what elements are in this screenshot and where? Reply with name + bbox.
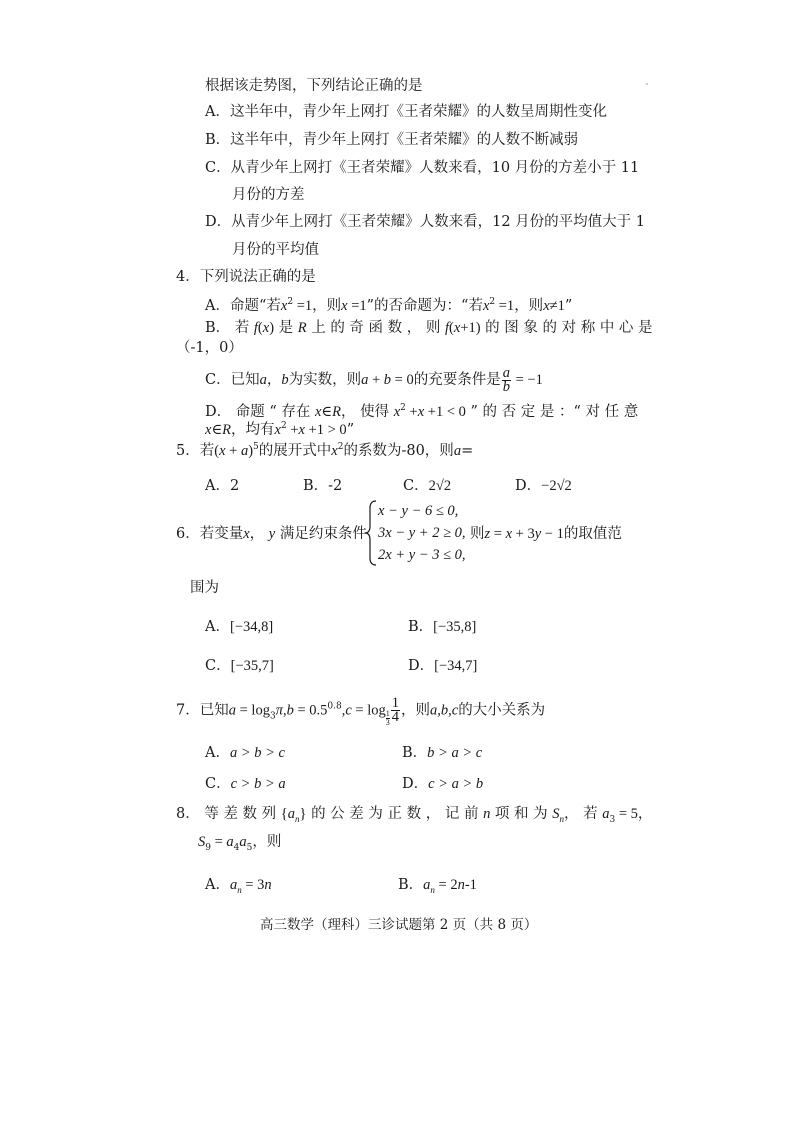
q8-option-b: B．$a_n = 2n-1$ [398,877,477,895]
q7-option-a: A．a > b > c [205,745,285,761]
q7-option-d: D．c > a > b [402,776,484,792]
q6-constraint-2: 3x − y + 2 ≥ 0, [378,525,466,541]
q7-option-b: B．b > a > c [402,745,483,761]
q6-stem-line2: 围为 [190,580,219,596]
q6-left-brace [364,500,378,566]
q6-option-b: B．[−35,8] [408,619,477,635]
q6-stem: 6．若变量x， y 满足约束条件 [176,526,367,542]
q4-option-d: D． 命题 “ 存在 x∈R， 使得 $x^2 +x +1 < 0$ ” 的 否 定 是 ：“ 对 任 意 [205,403,639,420]
q8-stem-line2: $S_9 = a_4a_5$，则 [198,834,282,853]
q8-option-a: A．$a_n = 3n$ [205,877,272,895]
q4-option-b-cont: （-1，0） [176,340,243,356]
q6-constraint-1: x − y − 6 ≤ 0, [378,503,459,519]
q6-option-d: D．[−34,7] [408,658,478,674]
q5-option-a: A．2 [205,478,240,494]
q3-option-a: A．这半年中，青少年上网打《王者荣耀》的人数呈周期性变化 [205,104,607,120]
q7-log-base-one-third: $\frac{1}{3}$ [385,708,390,727]
q8-stem: 8． 等 差 数 列 $\{a_n\}$ 的 公 差 为 正 数 ， 记 前 n 项 和 为 $S_n$， 若 $a_3 = 5$， [176,806,653,825]
q6-stem-cont: 则z = x + 3y − 1的取值范 [470,526,622,542]
q4-fraction-a-over-b: $\frac{a}{b}$ [502,364,510,395]
q3-option-d-cont: 月份的平均值 [232,242,319,258]
q4-option-d-cont: x∈R，均有$x^2 +x +1 > 0$” [205,421,355,438]
q6-constraint-3: 2x + y − 3 ≤ 0, [378,547,466,563]
q7-stem: 7．已知$a = \log_3\pi,b = 0.5^{0.8},c = \log$ $\frac{1}{3}$ $\frac{1}{4}$ ，则a,b,c的大小关系为 [176,695,546,727]
q7-option-c: C．c > b > a [205,776,286,792]
q4-option-a: A．命题“若$x^2 =1$，则x =1”的否命题为：“若$x^2 =1$，则x≠1” [205,297,573,314]
q5-option-b: B．-2 [303,478,343,494]
q5-option-d: D．−2√2 [515,478,572,494]
q4-option-b: B． 若 f(x) 是 R 上 的 奇 函 数 ， 则 f(x+1) 的 图 象 的 对 称 中 心 是 [205,320,653,336]
q6-option-a: A．[−34,8] [205,619,274,635]
q3-option-d: D．从青少年上网打《王者荣耀》人数来看，12 月份的平均值大于 1 [205,214,646,230]
q7-fraction-one-quarter: $\frac{1}{4}$ [391,695,399,725]
q4-option-c: C．已知a，b为实数，则a + b = 0的充要条件是 $\frac{a}{b}$ = −1 [205,364,543,395]
q3-option-c: C．从青少年上网打《王者荣耀》人数来看，10 月份的方差小于 11 [205,160,640,176]
q3-option-c-cont: 月份的方差 [232,187,305,203]
q5-stem: 5．若$(x + a)^5$的展开式中$x^2$的系数为-80，则a= [176,442,474,459]
q6-option-c: C．[−35,7] [205,658,274,674]
scan-speck [646,83,648,85]
page-footer: 高三数学（理科）三诊试题第 2 页（共 8 页） [260,917,538,933]
q3-option-b: B．这半年中，青少年上网打《王者荣耀》的人数不断减弱 [205,132,579,148]
q5-option-c: C．2√2 [403,478,452,494]
q3-stem: 根据该走势图，下列结论正确的是 [205,78,423,94]
q4-stem: 4．下列说法正确的是 [176,269,316,285]
